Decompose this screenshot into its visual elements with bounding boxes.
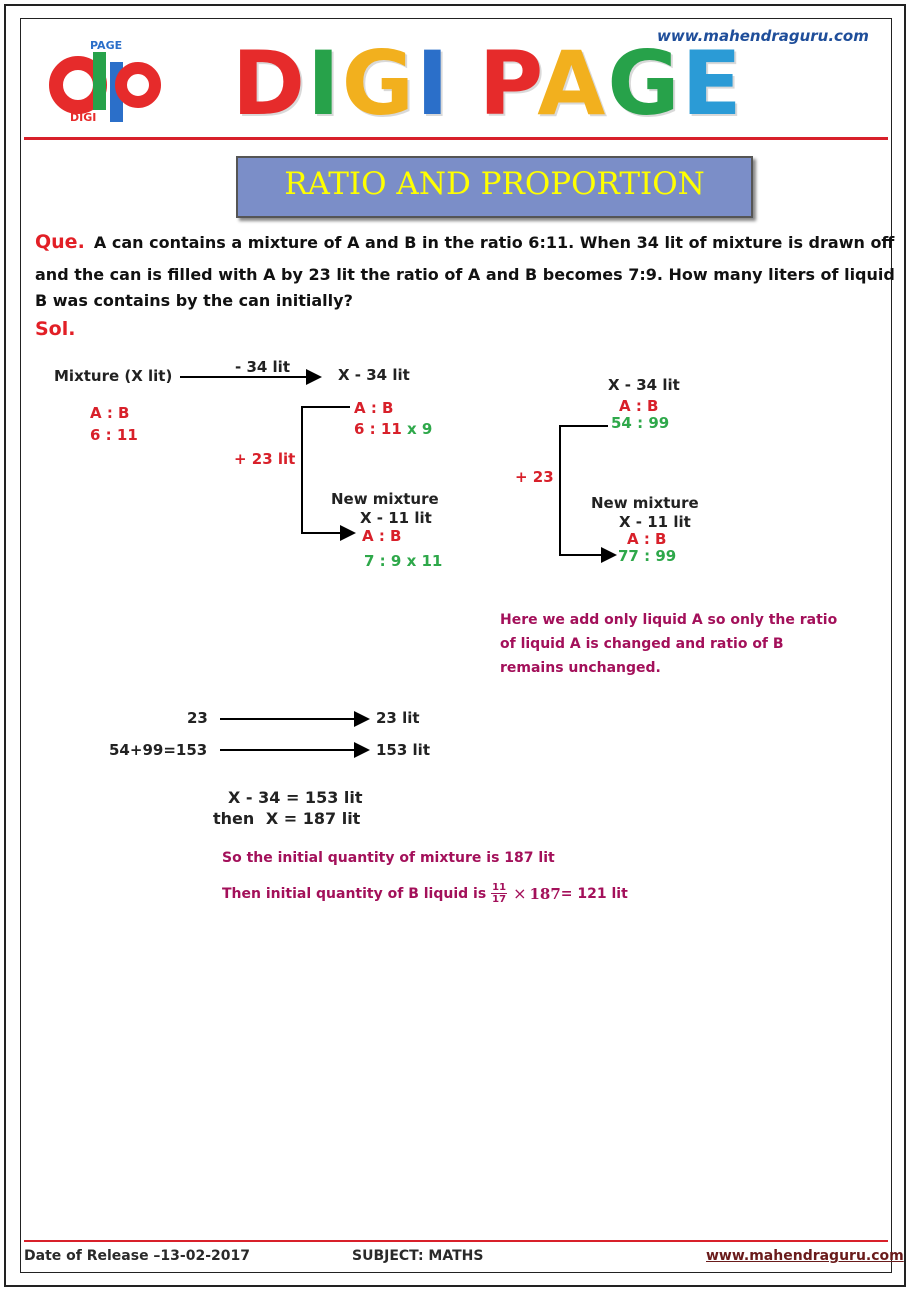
banner-letter: E [681,32,744,135]
calc-left-2: 54+99=153 [109,741,208,759]
banner-letter: P [478,32,538,135]
answer-mult-val: 187 [529,884,561,903]
answer-line-2 [222,882,628,905]
banner-letter: G [341,32,417,135]
logo-icon [38,40,170,126]
d2-ratio-top: 54 : 99 [611,414,670,432]
calc-right-1: 23 lit [376,709,420,727]
d1-ratio-left: 6 : 11 [90,426,138,444]
d1-ab-top: A : B [354,399,394,417]
d1-mixture: Mixture (X lit) [54,367,173,385]
banner-letter: D [232,32,308,135]
answer-line-2-pre: Then initial quantity of B liquid is [222,885,487,902]
d1-ratio-top: 6 : 11 [354,420,402,438]
d1-x34: X - 34 lit [338,366,410,384]
calc-eq-2 [213,809,360,828]
d2-ab-bottom: A : B [627,530,667,548]
note-line-3: remains unchanged. [500,660,661,676]
digi-page-banner [232,32,744,135]
calc-block [100,700,460,840]
answer-line-2-post: = 121 lit [560,885,628,902]
d1-new-mixture: New mixture [331,490,439,508]
question-text-3: B was contains by the can initially? [35,291,353,310]
banner-letter: A [537,32,608,135]
d1-mult-bottom: x 11 [406,552,443,570]
footer-divider [24,1240,888,1242]
question-line-1 [35,231,894,253]
banner-letter: I [307,32,342,135]
d2-ab-top: A : B [619,397,659,415]
d1-minus34: - 34 lit [235,358,290,376]
d2-x34: X - 34 lit [608,376,680,394]
footer-url[interactable]: www.mahendraguru.com [706,1248,904,1264]
calc-left-1: 23 [187,709,208,727]
d1-x11: X - 11 lit [360,509,432,527]
answer-frac-num: 11 [492,882,507,893]
calc-eq-2-value: X = 187 lit [265,809,361,828]
d2-x11: X - 11 lit [619,513,691,531]
logo [38,40,170,126]
page-title: RATIO AND PROPORTION [284,166,705,202]
note-line-1: Here we add only liquid A so only the ratio [500,612,838,628]
question-label: Que. [35,231,85,253]
release-date: Date of Release –13-02-2017 [24,1248,250,1264]
question-text-1: A can contains a mixture of A and B in the ratio 6:11. When 34 lit of mixture is drawn off [93,233,895,252]
d1-ratio-top-wrap [354,420,432,438]
note-line-2: of liquid A is changed and ratio of B [500,636,784,652]
logo-bottom-text: DIGI [70,111,97,124]
header-divider [24,137,888,140]
calc-eq-2-then: then [213,809,255,828]
answer-frac-den: 17 [492,894,507,905]
solution-label: Sol. [35,318,76,340]
answer-times: × [513,884,527,903]
banner-letter: G [607,32,682,135]
calc-eq-1: X - 34 = 153 lit [228,788,363,807]
d1-ab-left: A : B [90,404,130,422]
answer-fraction [491,882,507,905]
d2-plus23: + 23 [515,468,554,486]
calc-right-2: 153 lit [376,741,430,759]
d1-plus23: + 23 lit [234,450,296,468]
question-text-2: and the can is filled with A by 23 lit the ratio of A and B becomes 7:9. How many liters of liquid [35,265,895,284]
d1-mult-top: x 9 [407,420,433,438]
banner-letter: I [416,32,451,135]
d2-ratio-bottom: 77 : 99 [618,547,677,565]
d1-ratio-bottom: 7 : 9 [364,552,402,570]
logo-top-text: PAGE [90,39,123,52]
d1-ab-bottom: A : B [362,527,402,545]
d2-new-mixture: New mixture [591,494,699,512]
diagram-2 [505,370,735,580]
d1-ratio-bottom-wrap [364,552,442,570]
title-box [236,156,753,218]
answer-line-1: So the initial quantity of mixture is 187 lit [222,850,555,866]
subject-label: SUBJECT: MATHS [352,1248,484,1264]
header-url[interactable]: www.mahendraguru.com [657,27,869,45]
diagram-1 [50,350,495,590]
